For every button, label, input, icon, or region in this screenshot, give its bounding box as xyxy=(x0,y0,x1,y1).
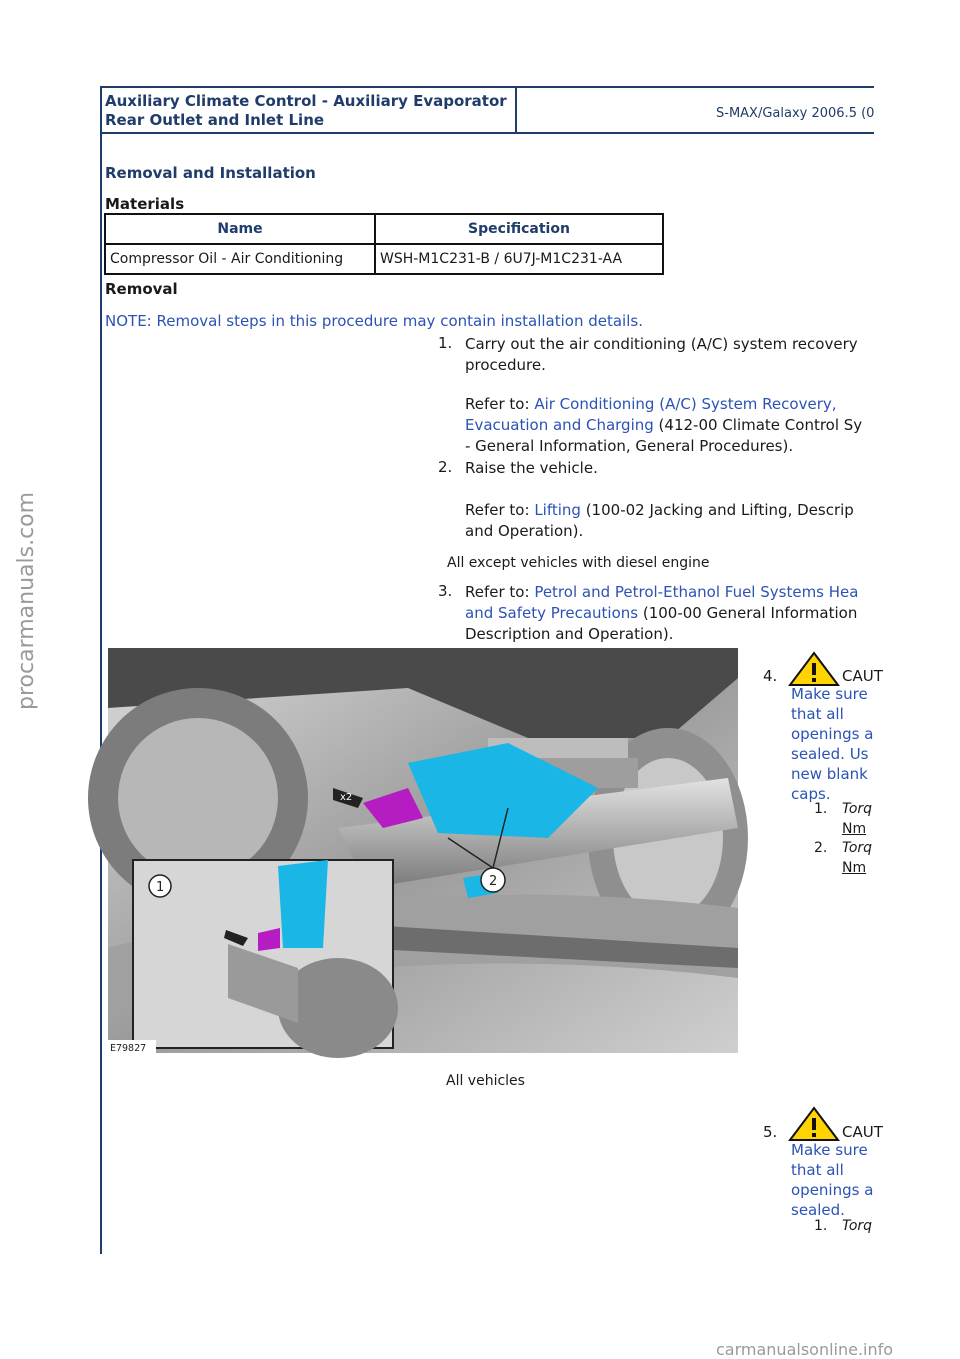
step-1-reference xyxy=(465,394,874,457)
sidebar-watermark[interactable]: procarmanuals.com xyxy=(14,491,39,710)
x2-label: x2 xyxy=(340,792,353,803)
link-evac-charging[interactable]: Evacuation and Charging xyxy=(465,416,654,434)
step-5-number: 5. xyxy=(763,1123,778,1141)
caution-line: Make sure xyxy=(791,1141,868,1159)
caution-line: sealed. Us xyxy=(791,745,869,763)
link-ac-recovery[interactable]: Air Conditioning (A/C) System Recovery, xyxy=(534,395,837,413)
inset-line xyxy=(278,860,328,948)
ref-prefix: Refer to: xyxy=(465,501,535,519)
ref-rest: and Operation). xyxy=(465,522,584,540)
caution-label-4: CAUT xyxy=(842,667,883,685)
step-4-caution-text xyxy=(791,684,874,804)
footer-watermark[interactable]: carmanualsonline.info xyxy=(716,1340,894,1359)
header-top-rule xyxy=(100,86,874,88)
diesel-condition: All except vehicles with diesel engine xyxy=(447,555,710,571)
ref-rest: Description and Operation). xyxy=(465,625,674,643)
step-5-caution-text xyxy=(791,1140,874,1220)
underbody-illustration xyxy=(108,648,738,1053)
ref-prefix: Refer to: xyxy=(465,583,535,601)
torque-1-unit: Nm xyxy=(842,821,867,837)
step-1-line: Carry out the air conditioning (A/C) system recovery xyxy=(465,335,858,353)
step-1-text xyxy=(465,334,874,376)
figure-e79827 xyxy=(108,648,738,1053)
table-cell: WSH-M1C231-B / 6U7J-M1C231-AA xyxy=(375,244,663,274)
ref-rest: - General Information, General Procedures). xyxy=(465,437,794,455)
removal-heading: Removal xyxy=(105,280,178,298)
caution-line: openings a xyxy=(791,725,874,743)
caution-line: openings a xyxy=(791,1181,874,1199)
table-header-name: Name xyxy=(105,214,375,244)
link-safety-precautions[interactable]: and Safety Precautions xyxy=(465,604,639,622)
materials-table xyxy=(104,213,664,275)
torque-2-number: 2. xyxy=(814,840,828,856)
warning-icon xyxy=(788,1106,840,1142)
table-cell: Compressor Oil - Air Conditioning xyxy=(105,244,375,274)
caution-line: caps. xyxy=(791,785,831,803)
step-1-line: procedure. xyxy=(465,356,546,374)
materials-heading: Materials xyxy=(105,195,185,213)
table-row xyxy=(105,244,663,274)
caution-line: that all xyxy=(791,705,844,723)
ref-prefix: Refer to: xyxy=(465,395,535,413)
caution-line: new blank xyxy=(791,765,868,783)
all-vehicles-condition: All vehicles xyxy=(446,1073,525,1089)
header-bottom-rule xyxy=(100,132,874,134)
step-2-number: 2. xyxy=(438,458,453,476)
link-lifting[interactable]: Lifting xyxy=(534,501,581,519)
section-title: Removal and Installation xyxy=(105,164,316,182)
header-divider xyxy=(515,86,517,134)
torque-2-label: Torq xyxy=(842,840,873,856)
step-2-reference xyxy=(465,500,874,542)
model-label: S-MAX/Galaxy 2006.5 (0 xyxy=(716,106,875,121)
figure-code: E79827 xyxy=(110,1043,147,1054)
torque-5-1-label: Torq xyxy=(842,1218,873,1234)
step-3-number: 3. xyxy=(438,582,453,600)
table-header-spec: Specification xyxy=(375,214,663,244)
ref-rest: (100-02 Jacking and Lifting, Descrip xyxy=(580,501,854,519)
ref-rest: (412-00 Climate Control Sy xyxy=(653,416,863,434)
caution-label-5: CAUT xyxy=(842,1123,883,1141)
step-3-reference xyxy=(465,582,874,645)
warning-icon xyxy=(788,651,840,687)
torque-1-label: Torq xyxy=(842,801,873,817)
left-margin-rule xyxy=(100,86,102,1254)
callout-1: 1 xyxy=(156,880,165,895)
link-fuel-safety[interactable]: Petrol and Petrol-Ethanol Fuel Systems Hea xyxy=(534,583,859,601)
step-2-text: Raise the vehicle. xyxy=(465,459,598,477)
caution-line: sealed. xyxy=(791,1201,845,1219)
ref-rest: (100-00 General Information xyxy=(638,604,858,622)
torque-5-1-number: 1. xyxy=(814,1218,828,1234)
torque-1-number: 1. xyxy=(814,801,828,817)
step-1-number: 1. xyxy=(438,334,453,352)
page-title: Auxiliary Climate Control - Auxiliary Evaporator Rear Outlet and Inlet Line xyxy=(105,92,507,129)
callout-2: 2 xyxy=(489,874,498,889)
caution-line: Make sure xyxy=(791,685,868,703)
removal-note: NOTE: Removal steps in this procedure may contain installation details. xyxy=(105,312,643,330)
step-4-number: 4. xyxy=(763,667,778,685)
caution-line: that all xyxy=(791,1161,844,1179)
torque-2-unit: Nm xyxy=(842,860,867,876)
